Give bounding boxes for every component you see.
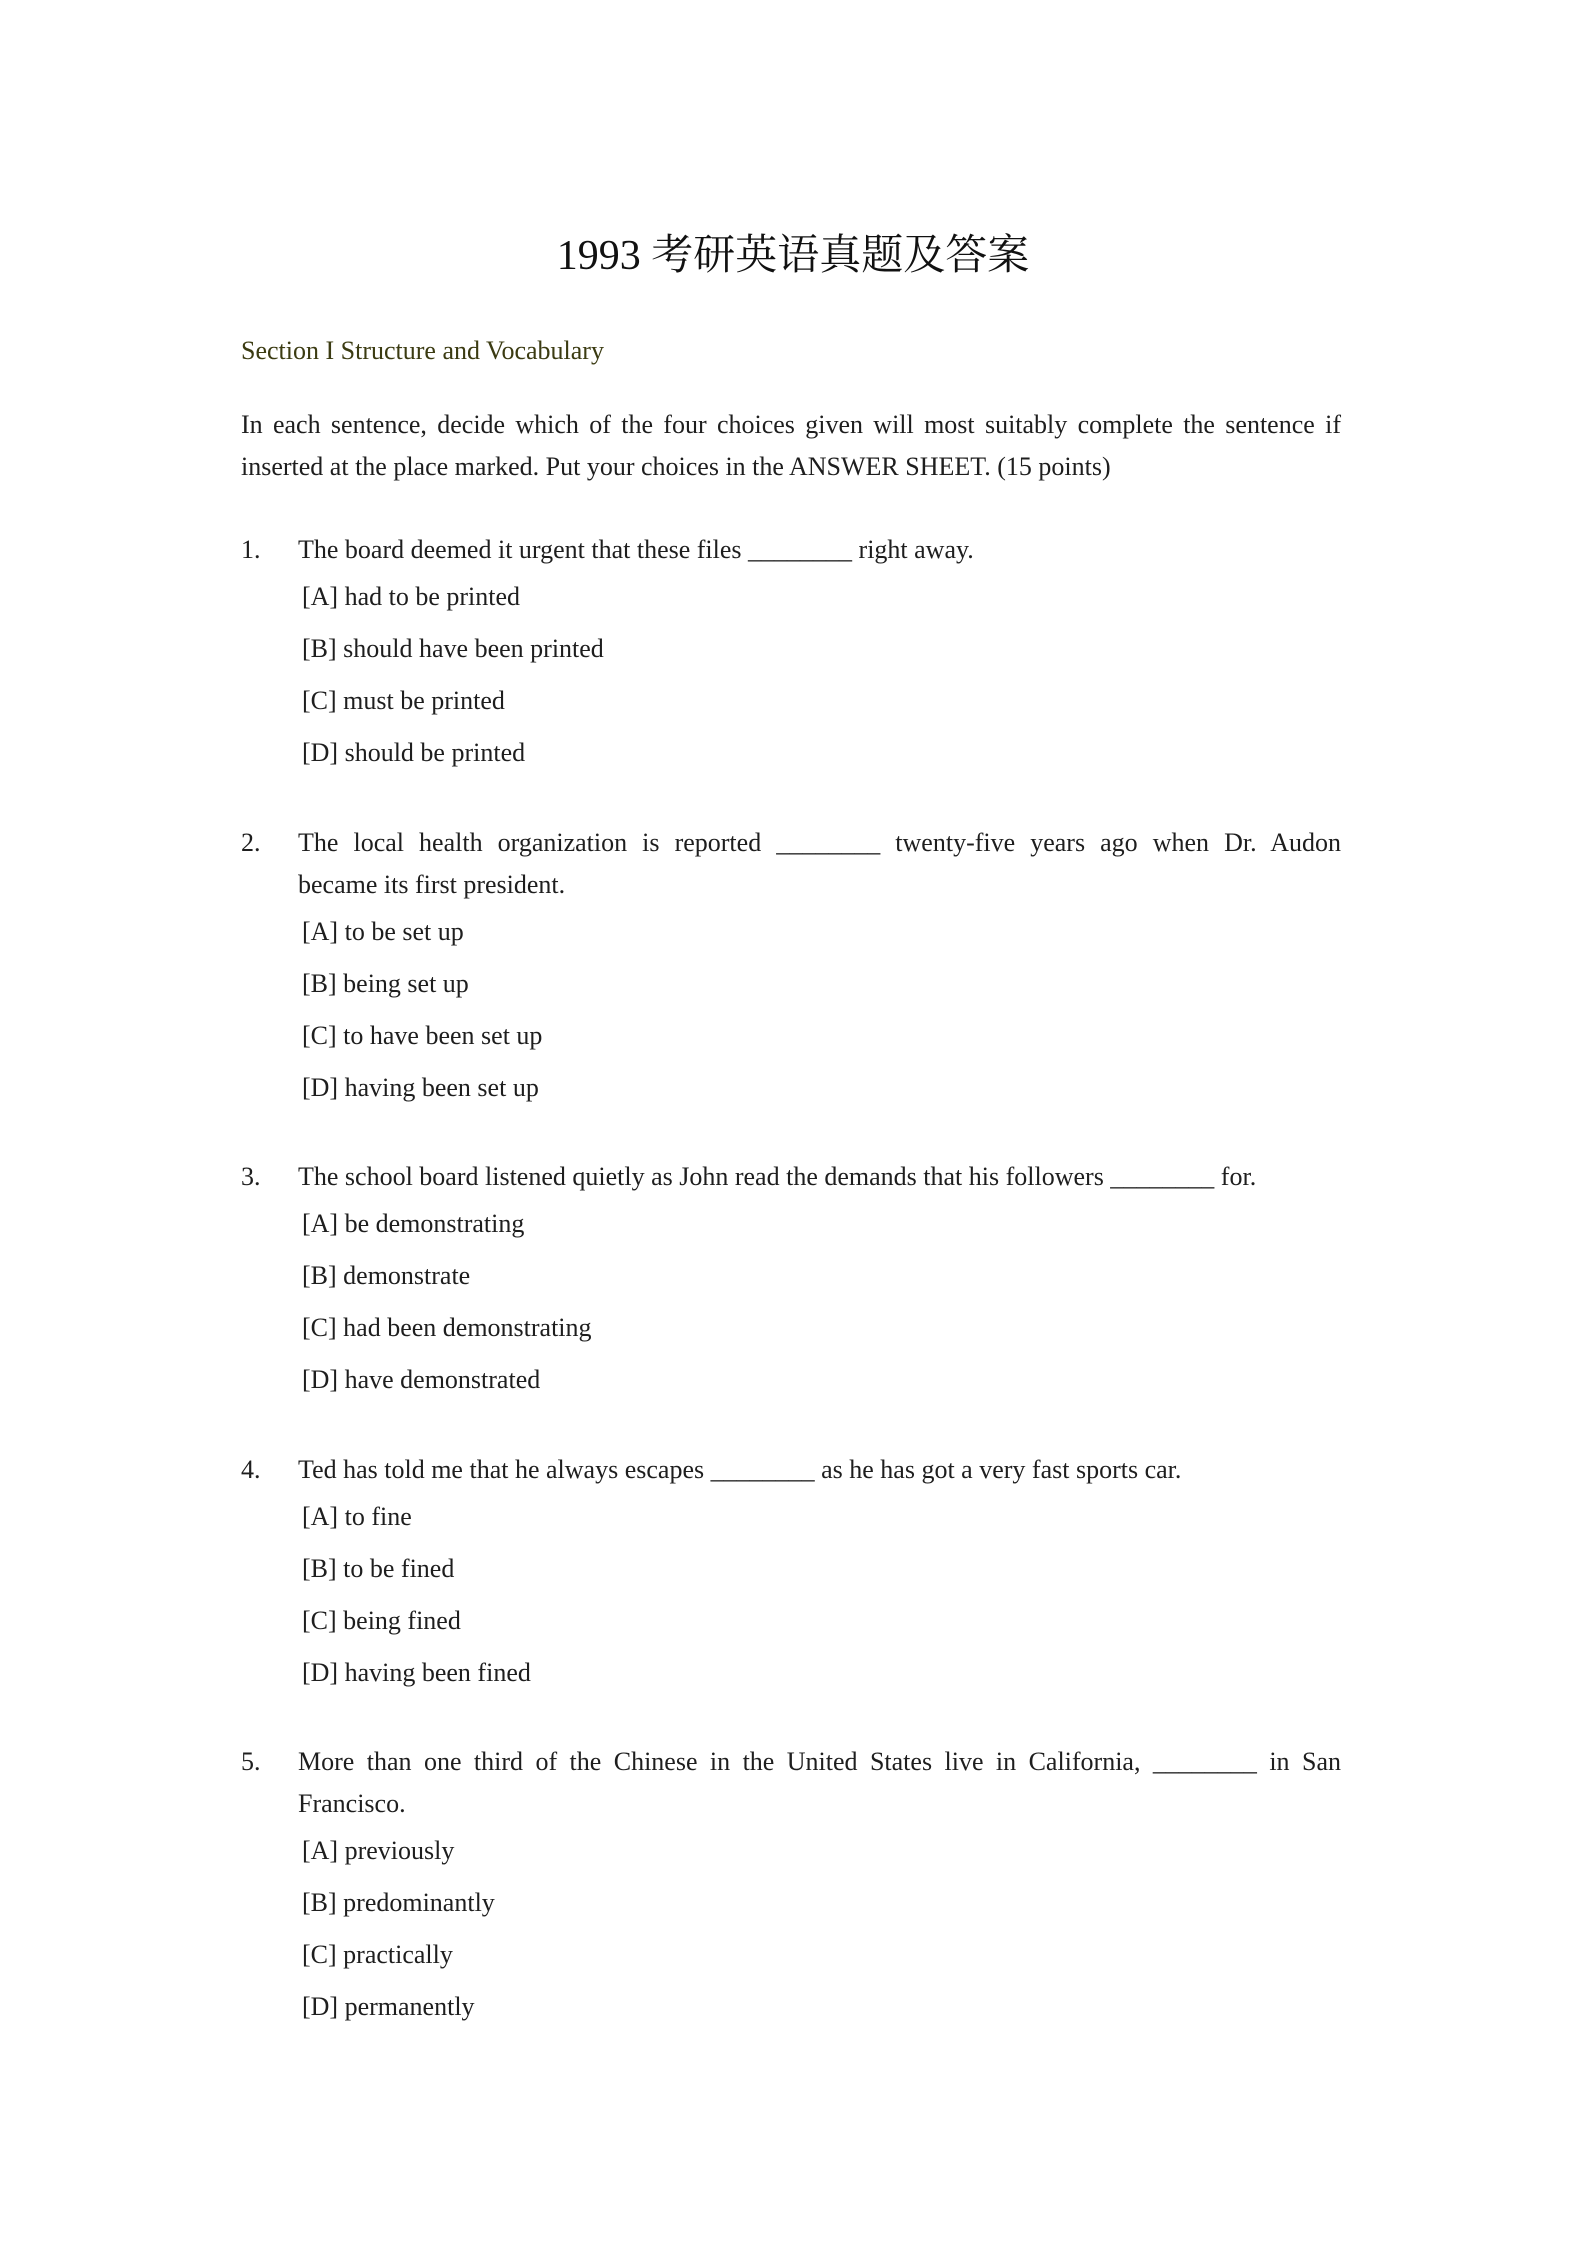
question-5 xyxy=(241,1741,1341,2033)
option-b: [B] to be fined xyxy=(302,1554,455,1583)
question-number: 5. xyxy=(241,1747,261,1776)
option-b: [B] should have been printed xyxy=(302,634,604,663)
option-d: [D] have demonstrated xyxy=(302,1365,541,1394)
question-number: 4. xyxy=(241,1455,261,1484)
question-stem-row xyxy=(241,1156,1341,1198)
option-list xyxy=(241,1198,1341,1406)
question-stem-row xyxy=(241,822,1341,906)
option-d: [D] having been set up xyxy=(302,1073,539,1102)
question-stem-row xyxy=(241,1741,1341,1825)
option-list xyxy=(241,571,1341,779)
question-number: 2. xyxy=(241,828,261,857)
option-b: [B] being set up xyxy=(302,969,469,998)
option-list xyxy=(241,906,1341,1114)
option-a: [A] to be set up xyxy=(302,917,464,946)
question-number: 1. xyxy=(241,535,261,564)
question-stem-row xyxy=(241,529,1341,571)
option-a: [A] had to be printed xyxy=(302,582,521,611)
question-stem-line-2: became its first president. xyxy=(298,870,566,899)
question-stem: The board deemed it urgent that these files ________ right away. xyxy=(298,535,974,564)
question-4 xyxy=(241,1449,1341,1699)
option-list xyxy=(241,1825,1341,2033)
option-d: [D] having been fined xyxy=(302,1658,531,1687)
section-instructions: In each sentence, decide which of the four choices given will most suitably complete the sentence if inserted at the place marked. Put your choices in the ANSWER SHEET. (15 points) xyxy=(241,410,1341,481)
option-b: [B] demonstrate xyxy=(302,1261,471,1290)
question-2 xyxy=(241,822,1341,1114)
question-1 xyxy=(241,529,1341,779)
option-a: [A] previously xyxy=(302,1836,455,1865)
option-c: [C] being fined xyxy=(302,1606,461,1635)
option-a: [A] be demonstrating xyxy=(302,1209,525,1238)
question-stem-line-2: Francisco. xyxy=(298,1789,406,1818)
option-b: [B] predominantly xyxy=(302,1888,495,1917)
option-c: [C] to have been set up xyxy=(302,1021,543,1050)
option-d: [D] permanently xyxy=(302,1992,475,2021)
option-c: [C] practically xyxy=(302,1940,453,1969)
option-d: [D] should be printed xyxy=(302,738,526,767)
question-stem-line-1: The local health organization is reported ________ twenty-five years ago when Dr. Audon xyxy=(298,828,1341,857)
option-list xyxy=(241,1491,1341,1699)
question-stem: Ted has told me that he always escapes ________ as he has got a very fast sports car. xyxy=(298,1455,1182,1484)
question-stem-line-1: More than one third of the Chinese in the United States live in California, ________ in San xyxy=(298,1747,1341,1776)
question-number: 3. xyxy=(241,1162,261,1191)
section-heading: Section I Structure and Vocabulary xyxy=(241,336,604,365)
option-a: [A] to fine xyxy=(302,1502,412,1531)
option-c: [C] had been demonstrating xyxy=(302,1313,592,1342)
question-stem: The school board listened quietly as John read the demands that his followers ________ for. xyxy=(298,1162,1257,1191)
question-3 xyxy=(241,1156,1341,1406)
document-title: 1993 考研英语真题及答案 xyxy=(556,233,1030,279)
question-stem-row xyxy=(241,1449,1341,1491)
option-c: [C] must be printed xyxy=(302,686,505,715)
